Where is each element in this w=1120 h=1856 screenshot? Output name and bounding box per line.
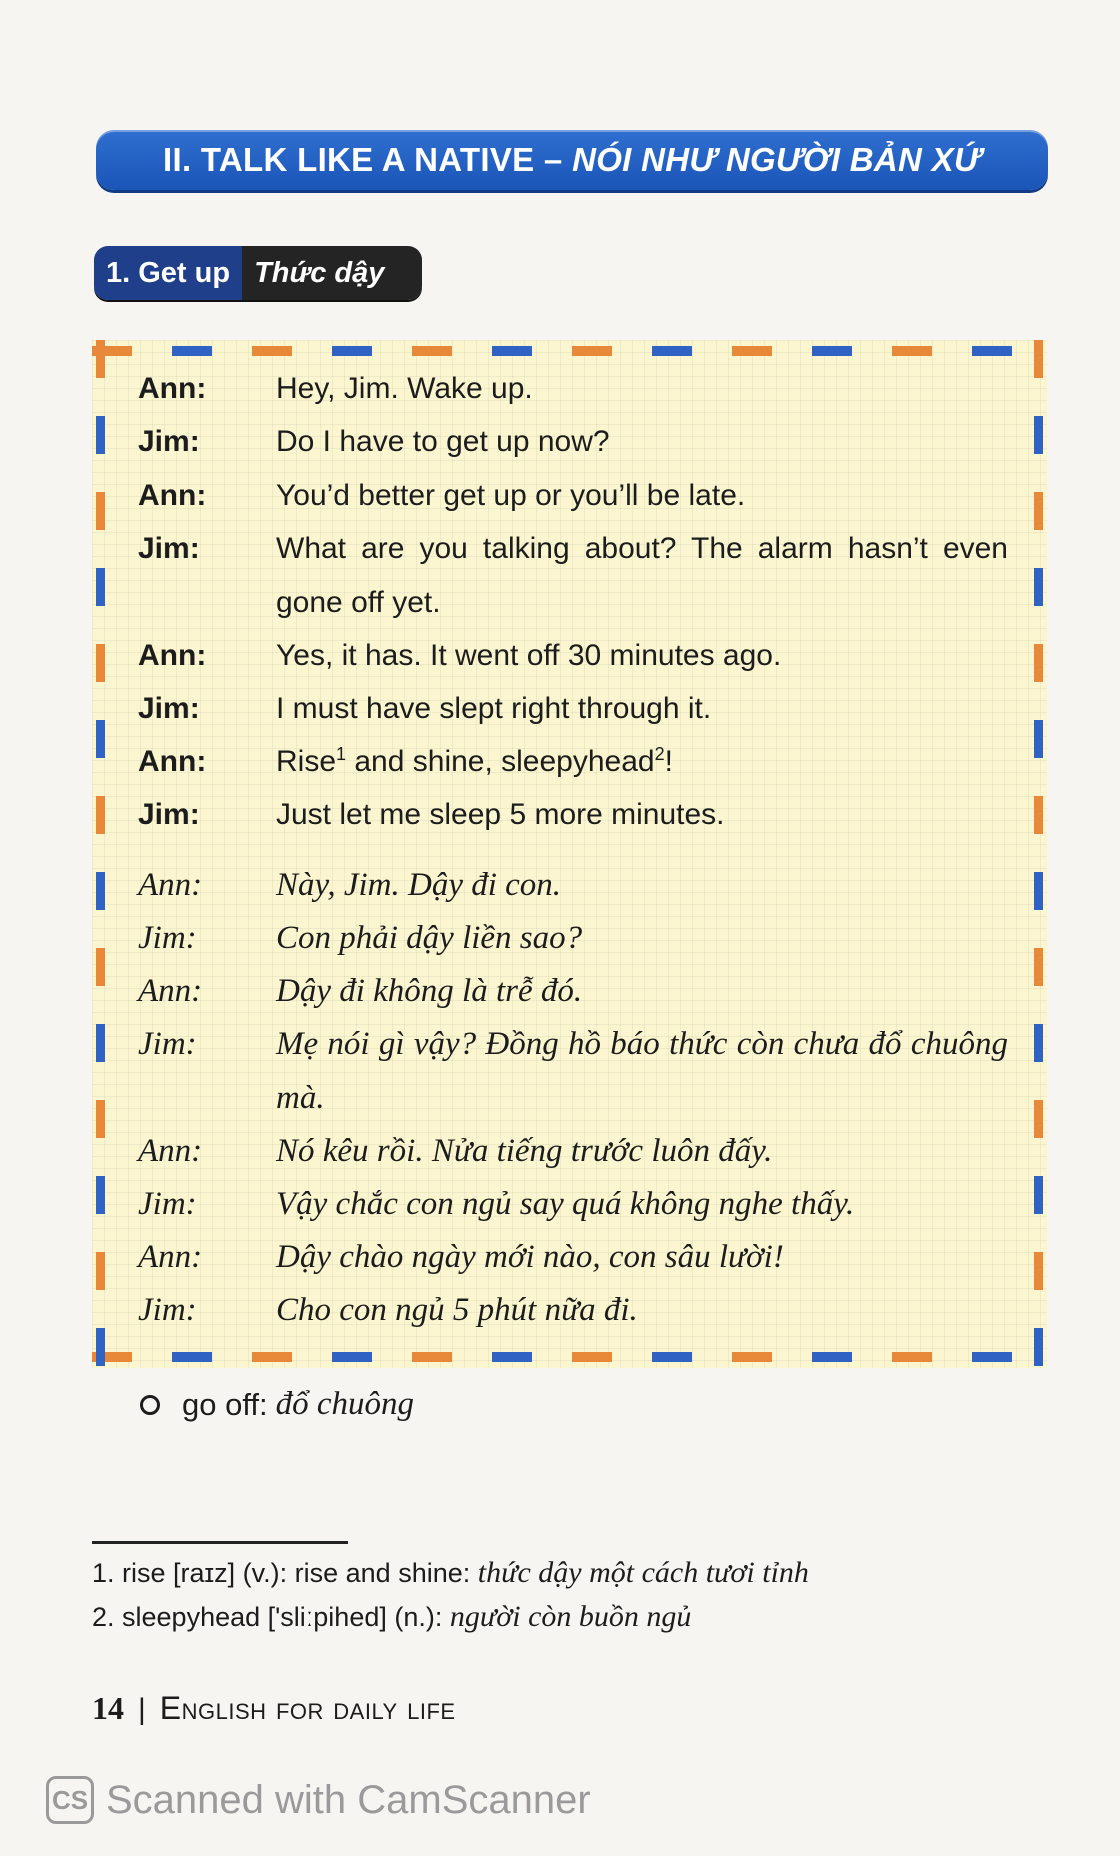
speaker-label: Ann: — [138, 973, 203, 1009]
footnote-text: 2. sleepyhead ['sliːpihed] (n.): — [92, 1602, 450, 1632]
utterance-text: Just let me sleep 5 more minutes. — [276, 798, 725, 831]
dialogue-line-en — [138, 532, 1008, 630]
utterance-text: Nó kêu rồi. Nửa tiếng trước luôn đấy. — [276, 1133, 773, 1169]
dialogue-line-en — [138, 639, 1008, 673]
utterance-text: Cho con ngủ 5 phút nữa đi. — [276, 1292, 638, 1328]
speaker-label: Jim: — [138, 425, 200, 458]
footnote-divider — [92, 1541, 348, 1544]
ring-bullet-icon — [140, 1395, 160, 1415]
footnote-ref-1: 1 — [336, 744, 347, 764]
footnote-ref-2: 2 — [654, 744, 665, 764]
airmail-border-bottom — [92, 1352, 1047, 1362]
subsection-title-en: 1. Get up — [94, 246, 242, 300]
page-footer — [92, 1690, 456, 1727]
dialogue-line-en — [138, 798, 1008, 832]
utterance-part: Rise — [276, 745, 337, 778]
section-title-en: II. TALK LIKE A NATIVE – — [163, 141, 573, 178]
scanner-text: Scanned with CamScanner — [106, 1777, 591, 1822]
speaker-label: Jim: — [138, 1292, 197, 1328]
utterance-part: and shine, sleepyhead — [346, 745, 655, 778]
footnote-meaning: người còn buồn ngủ — [449, 1600, 692, 1633]
speaker-label: Jim: — [138, 920, 197, 956]
dialogue-line-vi — [138, 1133, 1008, 1169]
utterance-text: You’d better get up or you’ll be late. — [276, 479, 746, 512]
dialogue-line-en — [138, 479, 1008, 513]
dialogue-line-en — [138, 372, 1008, 406]
airmail-border-left — [96, 340, 105, 1368]
book-title: English for daily life — [159, 1690, 456, 1726]
dialogue-line-vi — [138, 1186, 1008, 1222]
footnote-meaning: thức dậy một cách tươi tỉnh — [477, 1556, 809, 1589]
footnote-text: 1. rise [raɪz] (v.): rise and shine: — [92, 1558, 478, 1588]
subsection-tag — [94, 246, 422, 300]
utterance-text: Mẹ nói gì vậy? Đồng hồ báo thức còn chưa đổ chuông mà. — [276, 1026, 1008, 1116]
utterance-text: Hey, Jim. Wake up. — [276, 372, 533, 405]
utterance-text — [276, 745, 1008, 779]
footnote-2 — [92, 1600, 691, 1634]
dialogue-line-vi — [138, 867, 1008, 903]
dialogue-line-en — [138, 745, 1008, 779]
dialogue-line-vi — [138, 973, 1008, 1009]
section-banner — [96, 130, 1048, 190]
speaker-label: Ann: — [138, 867, 203, 903]
utterance-text: Này, Jim. Dậy đi con. — [276, 867, 562, 903]
footnote-1 — [92, 1556, 809, 1590]
airmail-border-right — [1034, 340, 1043, 1368]
dialogue-line-vi — [138, 1026, 1008, 1125]
subsection-title-vi: Thức dậy — [242, 246, 422, 300]
utterance-text: Vậy chắc con ngủ say quá không nghe thấy. — [276, 1186, 855, 1222]
utterance-text: What are you talking about? The alarm hasn’t even gone off yet. — [276, 532, 1008, 619]
speaker-label: Ann: — [138, 639, 207, 672]
dialogue-line-vi — [138, 1239, 1008, 1275]
utterance-text: Yes, it has. It went off 30 minutes ago. — [276, 639, 782, 672]
speaker-label: Jim: — [138, 532, 200, 565]
dialogue-line-en — [138, 692, 1008, 726]
speaker-label: Jim: — [138, 798, 200, 831]
dialogue-box — [92, 340, 1047, 1368]
vocab-term: go off: — [182, 1386, 268, 1422]
dialogue-line-vi — [138, 1292, 1008, 1328]
utterance-text: I must have slept right through it. — [276, 692, 712, 725]
speaker-label: Jim: — [138, 692, 200, 725]
airmail-border-top — [92, 346, 1047, 356]
footer-separator: | — [138, 1693, 146, 1726]
speaker-label: Ann: — [138, 479, 207, 512]
vocab-meaning: đổ chuông — [275, 1386, 415, 1422]
speaker-label: Jim: — [138, 1186, 197, 1222]
speaker-label: Ann: — [138, 372, 207, 405]
page-number: 14 — [92, 1690, 124, 1726]
section-title-vi: NÓI NHƯ NGƯỜI BẢN XỨ — [572, 141, 981, 178]
dialogue-line-vi — [138, 920, 1008, 956]
speaker-label: Ann: — [138, 1133, 203, 1169]
speaker-label: Ann: — [138, 1239, 203, 1275]
camscanner-logo-icon: CS — [46, 1776, 94, 1824]
vocab-note — [140, 1386, 414, 1423]
speaker-label: Jim: — [138, 1026, 197, 1062]
scanner-watermark — [46, 1776, 591, 1824]
utterance-part: ! — [664, 745, 673, 778]
utterance-text: Do I have to get up now? — [276, 425, 610, 458]
speaker-label: Ann: — [138, 745, 207, 778]
dialogue-line-en — [138, 425, 1008, 459]
utterance-text: Dậy đi không là trễ đó. — [276, 973, 583, 1009]
utterance-text: Dậy chào ngày mới nào, con sâu lười! — [276, 1239, 784, 1275]
utterance-text: Con phải dậy liền sao? — [276, 920, 583, 956]
